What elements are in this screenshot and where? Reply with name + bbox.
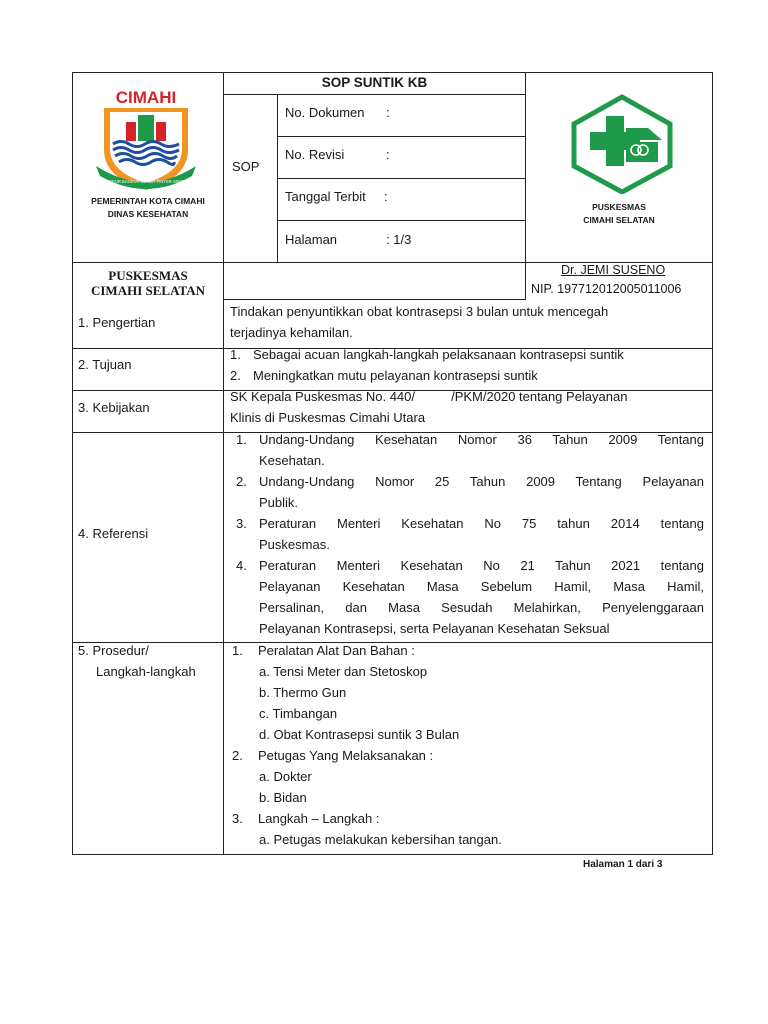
- prosedur-group-title: Petugas Yang Melaksanakan :: [258, 748, 434, 763]
- referensi-item-line: Undang-Undang Nomor 25 Tahun 2009 Tentang Pelayanan: [259, 474, 704, 489]
- logo-motto: CAGEUR BAGEUR BENER PINTER SINGER: [102, 179, 190, 184]
- prosedur-group-num: 2.: [232, 748, 243, 763]
- prosedur-group-num: 1.: [232, 643, 243, 658]
- tujuan-item-num: 2.: [230, 368, 241, 383]
- referensi-item-line: Peraturan Menteri Kesehatan No 75 tahun 2014 tentang: [259, 516, 704, 531]
- referensi-item-num: 1.: [236, 432, 247, 447]
- referensi-item-line: Publik.: [259, 495, 299, 510]
- kebijakan-line: Klinis di Puskesmas Cimahi Utara: [230, 410, 426, 425]
- field-value-no-dokumen: :: [386, 105, 390, 120]
- field-value-no-revisi: :: [386, 147, 390, 162]
- referensi-item-line: Kesehatan.: [259, 453, 325, 468]
- section-label-pengertian: 1. Pengertian: [78, 315, 156, 330]
- logo-right-line2: CIMAHI SELATAN: [583, 215, 655, 225]
- section-label-referensi: 4. Referensi: [78, 526, 149, 541]
- page-footer: Halaman 1 dari 3: [583, 859, 663, 870]
- prosedur-item: a. Tensi Meter dan Stetoskop: [259, 664, 428, 679]
- document-title: SOP SUNTIK KB: [321, 75, 428, 90]
- tujuan-item: Sebagai acuan langkah-langkah pelaksanaan kontrasepsi suntik: [253, 347, 624, 362]
- referensi-item-line: Puskesmas.: [259, 537, 330, 552]
- section-label-prosedur-sub: Langkah-langkah: [96, 664, 196, 679]
- field-label-no-dokumen: No. Dokumen: [285, 105, 365, 120]
- referensi-item-line: Peraturan Menteri Kesehatan No 21 Tahun 2021 tentang: [259, 558, 704, 573]
- referensi-item-num: 3.: [236, 516, 247, 531]
- tujuan-item: Meningkatkan mutu pelayanan kontrasepsi suntik: [253, 368, 538, 383]
- referensi-item-line: Undang-Undang Kesehatan Nomor 36 Tahun 2009 Tentang: [259, 432, 704, 447]
- signatory-nip: NIP. 197712012005011006: [531, 282, 682, 296]
- kebijakan-line: SK Kepala Puskesmas No. 440/ /PKM/2020 tentang Pelayanan: [230, 389, 628, 404]
- referensi-item-line: Pelayanan Kesehatan Masa Sebelum Hamil, Masa Hamil,: [259, 579, 704, 594]
- section-label-tujuan: 2. Tujuan: [78, 357, 132, 372]
- referensi-item-num: 4.: [236, 558, 247, 573]
- field-value-halaman: : 1/3: [386, 232, 412, 247]
- cimahi-logo-text: CIMAHI: [115, 88, 177, 107]
- prosedur-group-title: Langkah – Langkah :: [258, 811, 380, 826]
- referensi-item-line: Pelayanan Kontrasepsi, serta Pelayanan Kesehatan Seksual: [259, 621, 610, 636]
- puskesmas-logo: [568, 94, 676, 194]
- logo-left-line1: PEMERINTAH KOTA CIMAHI: [91, 196, 205, 206]
- prosedur-item: d. Obat Kontrasepsi suntik 3 Bulan: [259, 727, 460, 742]
- field-value-tanggal-terbit: :: [384, 189, 388, 204]
- pengertian-line: terjadinya kehamilan.: [230, 325, 353, 340]
- logo-right-line1: PUSKESMAS: [592, 202, 646, 212]
- sop-label: SOP: [232, 159, 260, 174]
- org-name-line1: PUSKESMAS: [108, 268, 188, 283]
- puskesmas-emblem-icon: [568, 94, 676, 194]
- section-label-prosedur: 5. Prosedur/: [78, 643, 149, 658]
- section-label-kebijakan: 3. Kebijakan: [78, 400, 150, 415]
- field-label-halaman: Halaman: [285, 232, 338, 247]
- field-label-no-revisi: No. Revisi: [285, 147, 345, 162]
- pengertian-line: Tindakan penyuntikkan obat kontrasepsi 3 bulan untuk mencegah: [230, 304, 609, 319]
- field-label-tanggal-terbit: Tanggal Terbit: [285, 189, 366, 204]
- referensi-item-line: Persalinan, dan Masa Sesudah Melahirkan, Penyelenggaraan: [259, 600, 704, 615]
- prosedur-group-num: 3.: [232, 811, 243, 826]
- prosedur-item: a. Petugas melakukan kebersihan tangan.: [259, 832, 502, 847]
- prosedur-group-title: Peralatan Alat Dan Bahan :: [258, 643, 415, 658]
- cimahi-logo: [86, 86, 206, 196]
- signatory-name: Dr. JEMI SUSENO: [561, 263, 666, 277]
- referensi-item-num: 2.: [236, 474, 247, 489]
- cimahi-emblem-icon: [86, 86, 206, 196]
- prosedur-item: c. Timbangan: [259, 706, 338, 721]
- prosedur-item: a. Dokter: [259, 769, 312, 784]
- tujuan-item-num: 1.: [230, 347, 241, 362]
- logo-left-line2: DINAS KESEHATAN: [107, 209, 189, 219]
- org-name-line2: CIMAHI SELATAN: [90, 283, 205, 298]
- prosedur-item: b. Bidan: [259, 790, 307, 805]
- prosedur-item: b. Thermo Gun: [259, 685, 347, 700]
